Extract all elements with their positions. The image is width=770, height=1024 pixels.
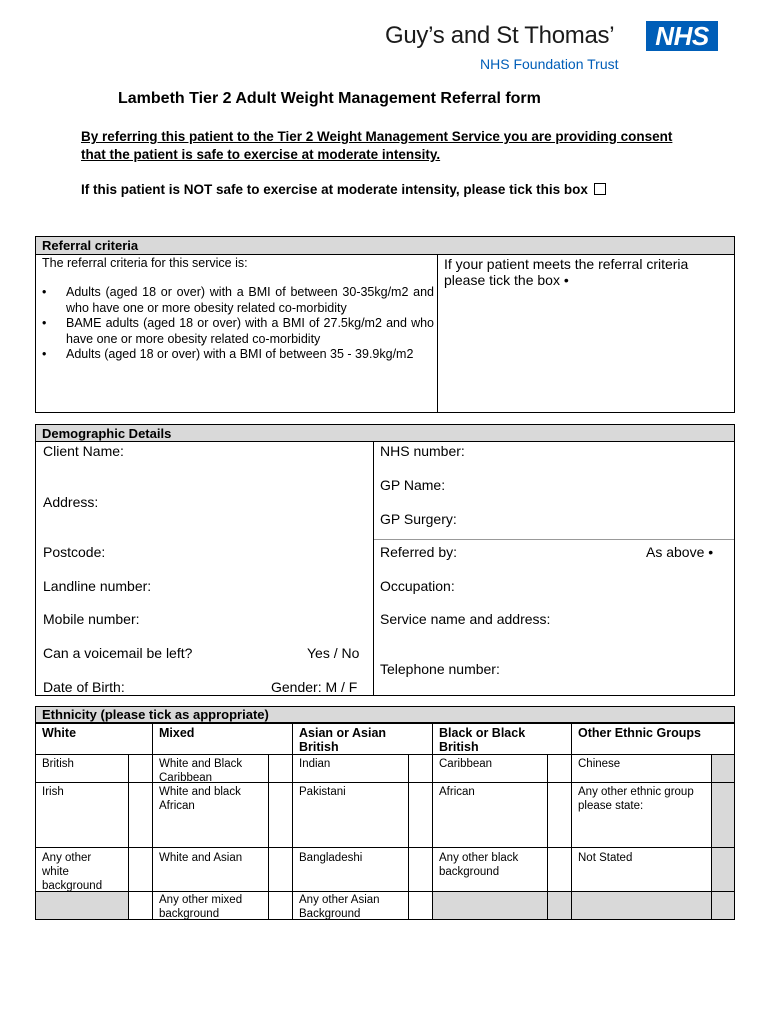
gp-surgery-label[interactable]: GP Surgery: <box>380 511 457 527</box>
tick-cell[interactable] <box>548 755 570 781</box>
tick-cell[interactable] <box>269 755 291 781</box>
ethnicity-option: Bangladeshi <box>299 852 363 864</box>
org-name: Guy’s and St Thomas’ <box>385 22 615 49</box>
referred-by-label[interactable]: Referred by: <box>380 544 458 560</box>
not-safe-checkbox[interactable] <box>594 183 606 195</box>
client-name-label[interactable]: Client Name: <box>43 443 124 459</box>
ethnicity-option: White and Black Caribbean <box>159 758 243 784</box>
ethnicity-option: Any other black background <box>439 852 519 878</box>
ethnicity-heading: Ethnicity (please tick as appropriate) <box>36 707 734 723</box>
ethnicity-option: Any other mixed background <box>159 894 243 920</box>
tick-cell[interactable] <box>409 755 431 781</box>
criteria-item: • Adults (aged 18 or over) with a BMI of between 35 - 39.9kg/m2 <box>42 347 434 363</box>
service-label[interactable]: Service name and address: <box>380 611 551 627</box>
gp-name-label[interactable]: GP Name: <box>380 477 446 493</box>
ethnicity-option: Not Stated <box>578 852 633 864</box>
nhs-logo-text: NHS <box>655 21 709 51</box>
not-safe-text: If this patient is NOT safe to exercise at moderate intensity, please tick this box <box>81 182 588 197</box>
ethnicity-option: British <box>42 758 74 770</box>
criteria-list <box>42 285 434 363</box>
ethnicity-option: Any other white background <box>42 852 103 892</box>
referral-intro: The referral criteria for this service is: <box>42 256 248 270</box>
column-header: Asian or Asian British <box>299 726 387 754</box>
column-header: Black or Black British <box>439 726 526 754</box>
landline-label[interactable]: Landline number: <box>43 578 152 594</box>
referral-criteria-heading: Referral criteria <box>36 237 734 255</box>
nhs-logo <box>646 21 718 51</box>
voicemail-label: Can a voicemail be left? <box>43 645 193 661</box>
telephone-label[interactable]: Telephone number: <box>380 661 500 677</box>
nhs-number-label[interactable]: NHS number: <box>380 443 465 459</box>
org-subtitle: NHS Foundation Trust <box>480 56 619 72</box>
not-safe-statement <box>81 181 681 199</box>
form-title: Lambeth Tier 2 Adult Weight Management Referral form <box>118 90 541 107</box>
occupation-label[interactable]: Occupation: <box>380 578 455 594</box>
demographic-heading: Demographic Details <box>36 425 734 442</box>
consent-text: By referring this patient to the Tier 2 Weight Management Service you are providing consent that the patient is safe to exercise at moderate intensity. <box>81 129 673 162</box>
column-header: Mixed <box>159 726 195 740</box>
postcode-label[interactable]: Postcode: <box>43 544 106 560</box>
ethnicity-option: African <box>439 786 475 798</box>
ethnicity-option: Irish <box>42 786 64 798</box>
ethnicity-option: Any other ethnic group please state: <box>578 786 694 812</box>
criteria-item: • Adults (aged 18 or over) with a BMI of between 30-35kg/m2 and who have one or more obesity related co-morbidity <box>42 285 434 316</box>
ethnicity-option: White and Asian <box>159 852 243 864</box>
ethnicity-option: Pakistani <box>299 786 346 798</box>
tick-cell[interactable] <box>129 755 151 781</box>
as-above-option[interactable]: As above • <box>646 544 714 560</box>
dob-label[interactable]: Date of Birth: <box>43 679 125 695</box>
voicemail-options[interactable]: Yes / No <box>307 645 360 661</box>
mobile-label[interactable]: Mobile number: <box>43 611 140 627</box>
gender-label[interactable]: Gender: M / F <box>271 679 358 695</box>
ethnicity-option: Indian <box>299 758 331 770</box>
meets-criteria-text[interactable]: If your patient meets the referral criteria please tick the box • <box>444 256 689 288</box>
column-header: White <box>42 726 77 740</box>
column-header: Other Ethnic Groups <box>578 726 701 740</box>
ethnicity-option: Chinese <box>578 758 621 770</box>
ethnicity-option: Any other Asian Background <box>299 894 380 920</box>
criteria-item: • BAME adults (aged 18 or over) with a BMI of 27.5kg/m2 and who have one or more obesity related co-morbidity <box>42 316 434 347</box>
address-label[interactable]: Address: <box>43 494 99 510</box>
ethnicity-option: Caribbean <box>439 758 493 770</box>
ethnicity-option: White and black African <box>159 786 241 812</box>
